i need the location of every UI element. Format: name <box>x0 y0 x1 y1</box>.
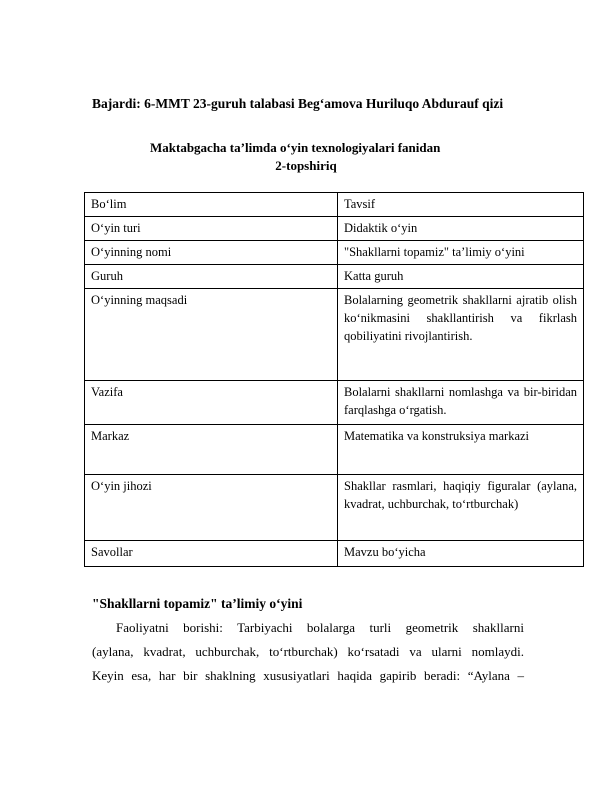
row-label: Bo‘lim <box>85 193 338 217</box>
row-value: Mavzu bo‘yicha <box>338 541 584 567</box>
table-row <box>85 265 584 289</box>
row-label: Vazifa <box>85 381 338 425</box>
table-row <box>85 289 584 381</box>
table-row <box>85 193 584 217</box>
paragraph-line: Keyin esa, har bir shaklning xususiyatlari haqida gapirib beradi: “Aylana – <box>92 668 524 683</box>
table-row <box>85 241 584 265</box>
row-value: "Shakllarni topamiz" ta’limiy o‘yini <box>338 241 584 265</box>
row-value: Katta guruh <box>338 265 584 289</box>
row-label: O‘yinning nomi <box>85 241 338 265</box>
game-info-table <box>84 192 584 567</box>
paragraph-line: (aylana, kvadrat, uchburchak, to‘rtburchak) ko‘rsatadi va ularni nomlaydi. <box>92 644 524 659</box>
row-label: Guruh <box>85 265 338 289</box>
row-value: Bolalarni shakllarni nomlashga va bir-biridan farqlashga o‘rgatish. <box>338 381 584 425</box>
row-label: Markaz <box>85 425 338 475</box>
author-line: Bajardi: 6-MMT 23-guruh talabasi Beg‘amova Huriluqo Abdurauf qizi <box>92 96 504 111</box>
row-label: O‘yin jihozi <box>85 475 338 541</box>
table-row <box>85 425 584 475</box>
row-label: Savollar <box>85 541 338 567</box>
row-value: Matematika va konstruksiya markazi <box>338 425 584 475</box>
section-title: "Shakllarni topamiz" ta’limiy o‘yini <box>92 596 303 611</box>
paragraph-line: Faoliyatni borishi: Tarbiyachi bolalarga turli geometrik shakllarni <box>116 620 524 635</box>
row-value: Didaktik o‘yin <box>338 217 584 241</box>
subject-title: Maktabgacha ta’limda o‘yin texnologiyalari fanidan <box>150 140 441 155</box>
table-row <box>85 475 584 541</box>
row-label: O‘yinning maqsadi <box>85 289 338 381</box>
table-row <box>85 541 584 567</box>
row-value: Tavsif <box>338 193 584 217</box>
row-label: O‘yin turi <box>85 217 338 241</box>
row-value: Shakllar rasmlari, haqiqiy figuralar (aylana, kvadrat, uchburchak, to‘rtburchak) <box>338 475 584 541</box>
row-value: Bolalarning geometrik shakllarni ajratib olish ko‘nikmasini shakllantirish va fikrlash qobiliyatini rivojlantirish. <box>338 289 584 381</box>
table-row <box>85 381 584 425</box>
table-row <box>85 217 584 241</box>
task-title: 2-topshiriq <box>275 158 337 173</box>
